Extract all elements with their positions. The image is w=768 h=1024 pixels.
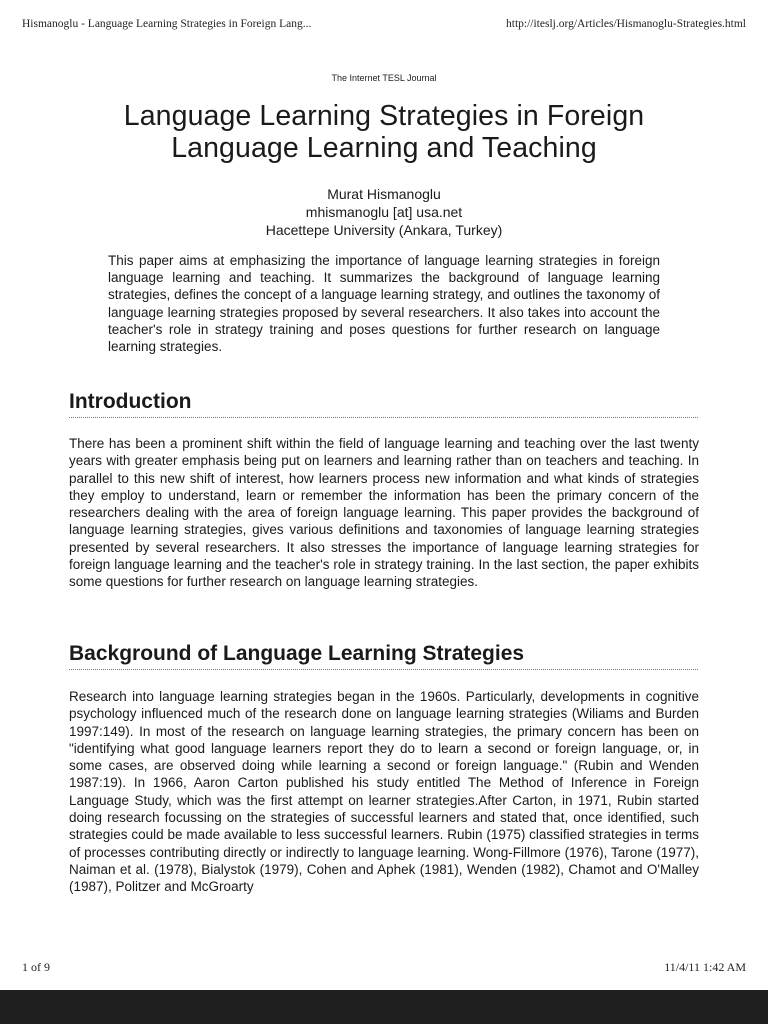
print-footer	[22, 960, 746, 975]
page-counter: 1 of 9	[22, 960, 50, 974]
section-heading-introduction: Introduction	[69, 390, 698, 418]
abstract: This paper aims at emphasizing the importance of language learning strategies in foreign language learning and teaching. It summarizes the background of language learning strategies, defines the concept of a language learning strategy, and outlines the taxonomy of language learning strategies proposed by several researchers. It also takes into account the teacher's role in strategy training and poses questions for further research on language learning strategies.	[108, 253, 660, 355]
print-header	[22, 18, 746, 30]
print-header-url: http://iteslj.org/Articles/Hismanoglu-Strategies.html	[506, 18, 746, 30]
section-text-introduction: There has been a prominent shift within the field of language learning and teaching over the last twenty years with greater emphasis being put on learners and learning rather than on teachers and teaching. In parallel to this new shift of interest, how learners process new information and what kinds of strategies they employ to understand, learn or remember the information has been the primary concern of the researchers dealing with the area of foreign language learning. This paper provides the background of language learning strategies, gives various definitions and taxonomies of language learning strategies presented by several researchers. It also stresses the importance of language learning strategies for foreign language learning and the teacher's role in strategy training. In the last section, the paper exhibits some questions for further research on language learning strategies.	[69, 436, 699, 590]
print-header-title: Hismanoglu - Language Learning Strategies in Foreign Lang...	[22, 18, 312, 30]
author-affiliation: Hacettepe University (Ankara, Turkey)	[265, 222, 503, 238]
author-email: mhismanoglu [at] usa.net	[305, 204, 463, 220]
article-title: Language Learning Strategies in Foreign Language Learning and Teaching	[123, 100, 645, 164]
author-name: Murat Hismanoglu	[327, 186, 441, 202]
section-text-background: Research into language learning strategies began in the 1960s. Particularly, developments in cognitive psychology influenced much of the research done on language learning strategies (Wiliams and Burden 1997:149). In most of the research on language learning strategies, the primary concern has been on "identifying what good language learners report they do to learn a second or foreign language, or, in some cases, are observed doing while learning a second or foreign language." (Rubin and Wenden 1987:19). In 1966, Aaron Carton published his study entitled The Method of Inference in Foreign Language Study, which was the first attempt on learner strategies.After Carton, in 1971, Rubin started doing research focussing on the strategies of successful learners and stated that, once identified, such strategies could be made available to less successful learners. Rubin (1975) classified strategies in terms of processes contributing directly or indirectly to language learning. Wong-Fillmore (1976), Tarone (1977), Naiman et al. (1978), Bialystok (1979), Cohen and Aphek (1981), Wenden (1982), Chamot and O'Malley (1987), Politzer and McGroarty	[69, 689, 699, 895]
author-block	[0, 185, 768, 239]
journal-name: The Internet TESL Journal	[331, 73, 437, 83]
section-heading-background: Background of Language Learning Strategies	[69, 642, 698, 670]
print-timestamp: 11/4/11 1:42 AM	[664, 960, 746, 974]
page-edge-band	[0, 990, 768, 1024]
